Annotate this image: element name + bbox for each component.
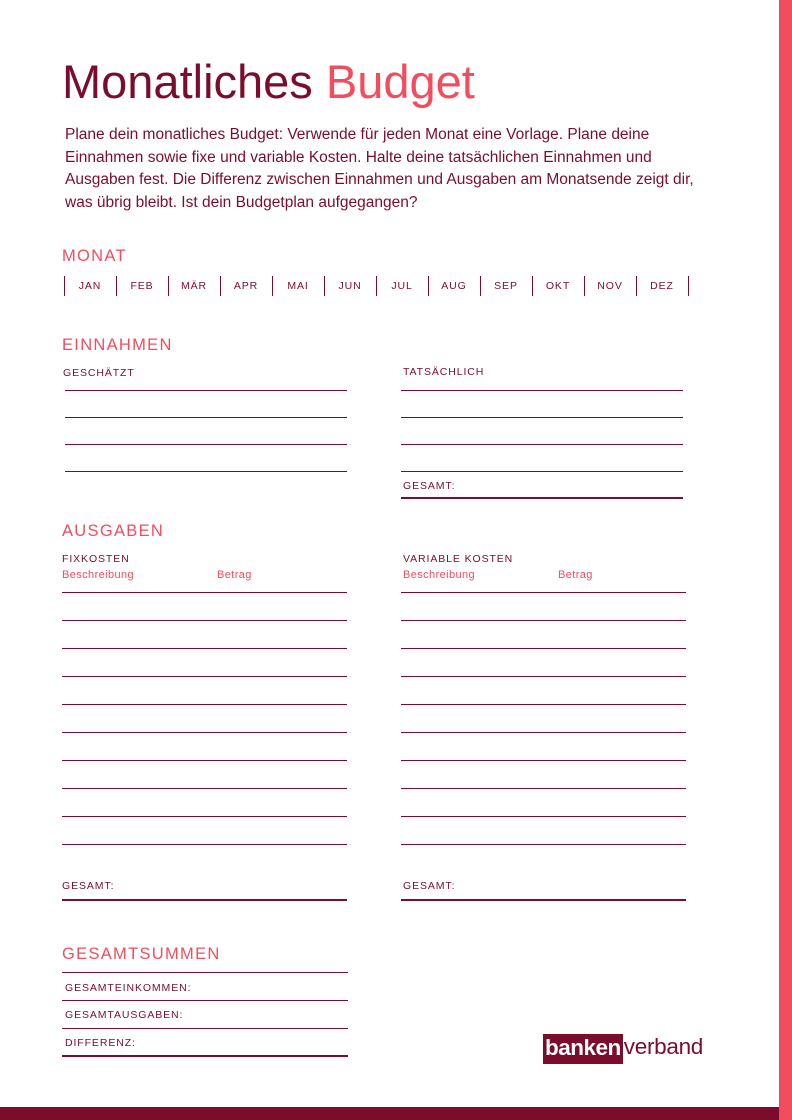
bottom-accent-bar [0, 1107, 779, 1120]
month-option[interactable]: JUN [338, 280, 362, 292]
right-accent-bar [779, 0, 792, 1120]
variable-cost-entry-line[interactable] [401, 592, 686, 593]
actual-income-line[interactable] [401, 390, 683, 391]
variable-cost-entry-line[interactable] [401, 760, 686, 761]
title-part-monatliches: Monatliches [62, 55, 313, 108]
variable-amount-column: Betrag [558, 569, 593, 581]
actual-income-line[interactable] [401, 471, 683, 472]
page-title [62, 54, 475, 110]
einnahmen-heading: EINNAHMEN [62, 336, 173, 354]
total-income-line[interactable] [62, 1000, 348, 1001]
month-option[interactable]: NOV [597, 280, 623, 292]
total-income-label: GESAMTEINKOMMEN: [65, 982, 192, 994]
month-option[interactable]: JAN [78, 280, 102, 292]
fixed-cost-entry-line[interactable] [62, 648, 347, 649]
gesamtsummen-heading: GESAMTSUMMEN [62, 945, 221, 963]
ausgaben-heading: AUSGABEN [62, 522, 165, 540]
month-option[interactable]: JUL [391, 280, 413, 292]
estimated-income-line[interactable] [65, 471, 347, 472]
actual-income-line[interactable] [401, 417, 683, 418]
variable-cost-entry-line[interactable] [401, 704, 686, 705]
month-option[interactable]: SEP [494, 280, 518, 292]
income-total-label: GESAMT: [403, 480, 456, 492]
logo-part-banken: banken [543, 1034, 623, 1064]
variable-total-label: GESAMT: [403, 880, 456, 892]
fixed-description-column: Beschreibung [62, 569, 135, 581]
variable-cost-entry-line[interactable] [401, 788, 686, 789]
variable-costs-label: VARIABLE KOSTEN [403, 553, 514, 565]
title-part-budget: Budget [325, 55, 475, 108]
fixed-amount-column: Betrag [217, 569, 252, 581]
fixed-cost-entry-line[interactable] [62, 620, 347, 621]
month-separator [688, 276, 689, 296]
fixed-cost-entry-line[interactable] [62, 788, 347, 789]
variable-cost-entry-line[interactable] [401, 732, 686, 733]
fixed-total-line[interactable] [62, 899, 347, 901]
fixed-cost-entry-line[interactable] [62, 732, 347, 733]
summary-top-line [62, 972, 348, 973]
fixed-cost-entry-line[interactable] [62, 592, 347, 593]
actual-label: TATSÄCHLICH [403, 366, 485, 378]
total-expenses-label: GESAMTAUSGABEN: [65, 1009, 184, 1021]
variable-cost-entry-line[interactable] [401, 648, 686, 649]
month-option[interactable]: MAI [287, 280, 309, 292]
variable-cost-entry-line[interactable] [401, 620, 686, 621]
estimated-income-line[interactable] [65, 417, 347, 418]
income-total-line[interactable] [401, 497, 683, 499]
month-option[interactable]: DEZ [650, 280, 674, 292]
fixed-cost-entry-line[interactable] [62, 816, 347, 817]
estimated-income-line[interactable] [65, 444, 347, 445]
logo-part-verband: verband [623, 1034, 703, 1059]
month-option[interactable]: MÄR [180, 280, 208, 292]
variable-cost-entry-line[interactable] [401, 844, 686, 845]
difference-label: DIFFERENZ: [65, 1037, 136, 1049]
variable-total-line[interactable] [401, 899, 686, 901]
estimated-income-line[interactable] [65, 390, 347, 391]
month-option[interactable]: APR [233, 280, 259, 292]
variable-cost-entry-line[interactable] [401, 816, 686, 817]
fixed-total-label: GESAMT: [62, 880, 115, 892]
month-option[interactable]: FEB [130, 280, 154, 292]
variable-cost-entry-line[interactable] [401, 676, 686, 677]
bankenverband-logo [543, 1034, 703, 1064]
variable-description-column: Beschreibung [403, 569, 476, 581]
monat-heading: MONAT [62, 247, 127, 265]
fixed-cost-entry-line[interactable] [62, 760, 347, 761]
intro-text: Plane dein monatliches Budget: Verwende für jeden Monat eine Vorlage. Plane deine Einnahmen sowie fixe und variable Kosten. Halte deine tatsächlichen Einnahmen und Ausgaben fest. Die Differenz zwischen Einnahmen und Ausgaben am Monatsende zeigt dir, was übrig bleibt. Ist dein Budgetplan aufgegangen? [65, 126, 694, 211]
fixed-cost-entry-line[interactable] [62, 844, 347, 845]
fixed-cost-entry-line[interactable] [62, 676, 347, 677]
total-expenses-line[interactable] [62, 1028, 348, 1029]
actual-income-line[interactable] [401, 444, 683, 445]
estimated-label: GESCHÄTZT [63, 367, 135, 379]
fixed-costs-label: FIXKOSTEN [62, 553, 130, 565]
month-option[interactable]: OKT [545, 280, 571, 292]
fixed-cost-entry-line[interactable] [62, 704, 347, 705]
month-option[interactable]: AUG [441, 280, 467, 292]
difference-line[interactable] [62, 1055, 348, 1057]
